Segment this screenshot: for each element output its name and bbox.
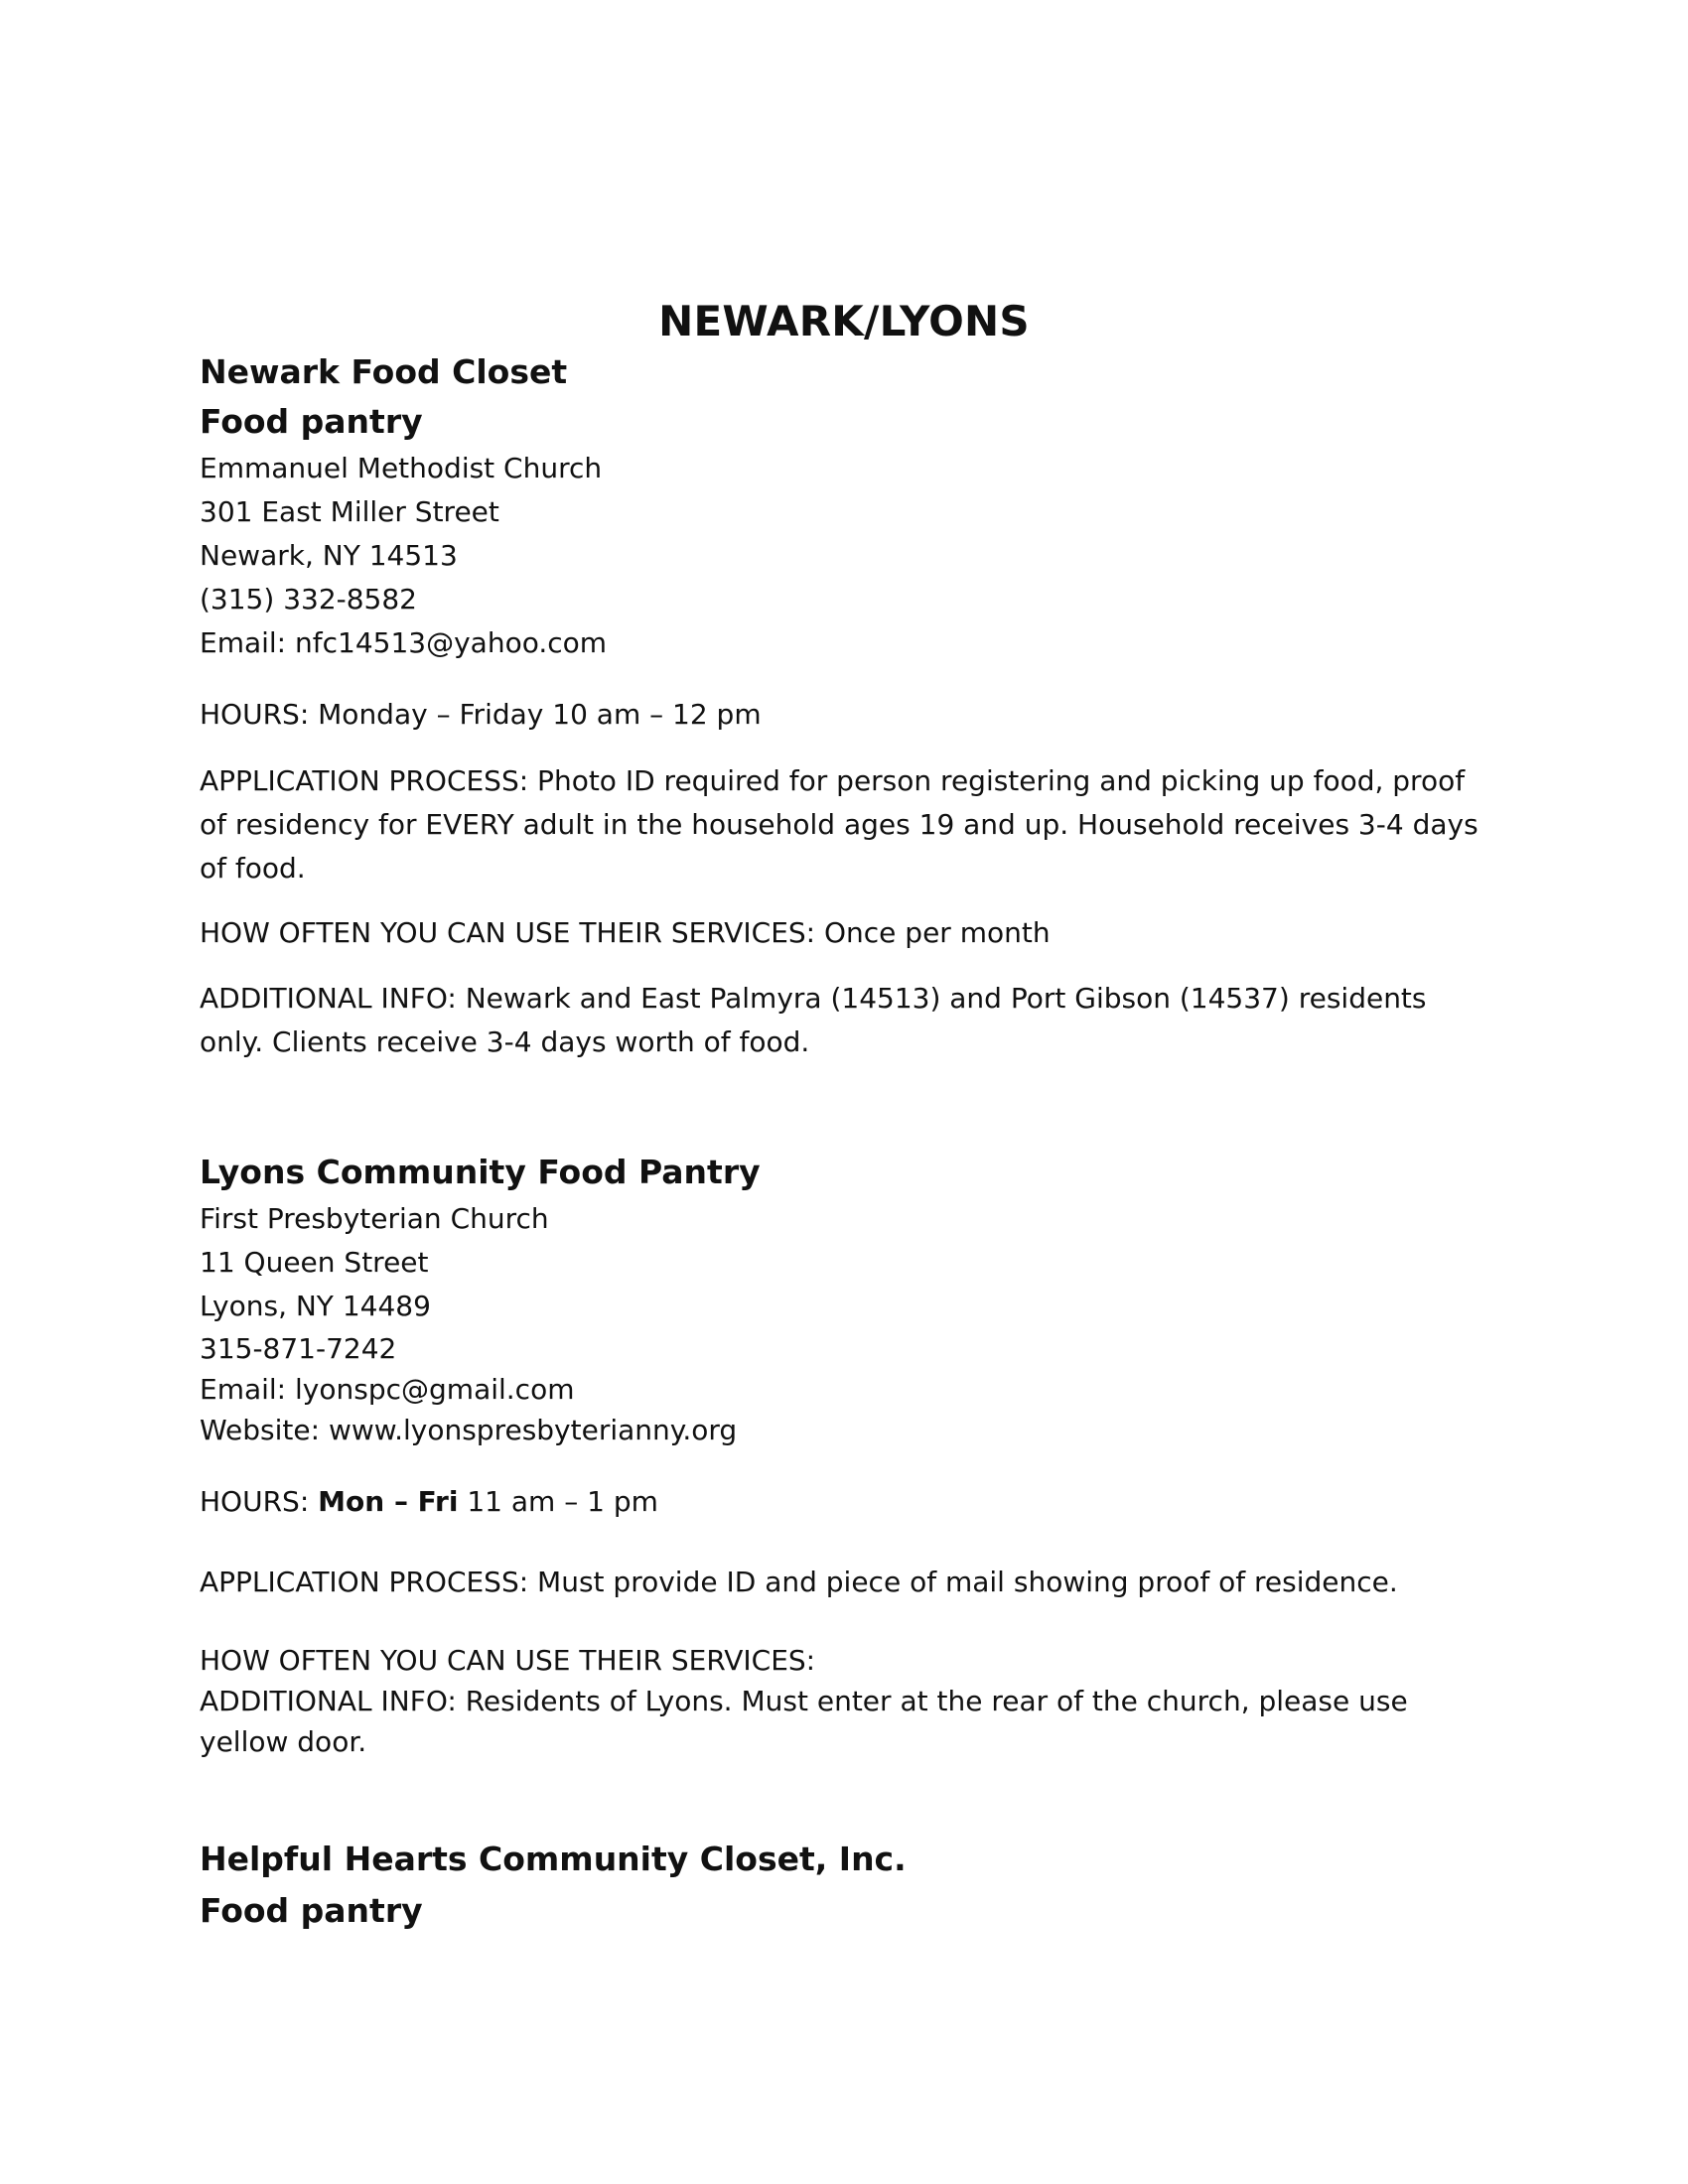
address-line: First Presbyterian Church: [200, 1202, 549, 1235]
address-line: 301 East Miller Street: [200, 495, 499, 528]
additional-info-text: ADDITIONAL INFO: Newark and East Palmyra (14513) and Port Gibson (14537) residents only. Clients receive 3-4 days worth of food.: [200, 982, 1427, 1058]
email-line: [200, 1369, 1490, 1410]
hours-label: HOURS:: [200, 1485, 319, 1518]
email-link[interactable]: nfc14513@yahoo.com: [295, 626, 608, 659]
additional-info-section: [200, 977, 1480, 1064]
entry-name: Newark Food Closet: [200, 352, 568, 391]
address-line: 11 Queen Street: [200, 1246, 429, 1279]
hours-section: [200, 693, 1490, 737]
website-line: [200, 1410, 1490, 1450]
frequency-additional-section: [200, 1640, 1480, 1762]
hours-line: [200, 1480, 1490, 1524]
frequency-section: [200, 911, 1490, 955]
address-line: Lyons, NY 14489: [200, 1290, 431, 1322]
email-label: Email:: [200, 1373, 296, 1406]
frequency-text: HOW OFTEN YOU CAN USE THEIR SERVICES:: [200, 1644, 816, 1677]
email-label: Email:: [200, 626, 296, 659]
hours-text: HOURS: Monday – Friday 10 am – 12 pm: [200, 698, 762, 731]
entry-helpful-hearts: [200, 1834, 1490, 1937]
entry-name: Helpful Hearts Community Closet, Inc.: [200, 1840, 907, 1878]
application-text: APPLICATION PROCESS: Must provide ID and piece of mail showing proof of residence.: [200, 1566, 1398, 1598]
entry-newark-food-closet: [200, 347, 1490, 665]
phone-number: 315-871-7242: [200, 1332, 397, 1365]
additional-info-text: ADDITIONAL INFO: Residents of Lyons. Must enter at the rear of the church, please use yellow door.: [200, 1685, 1408, 1758]
page-title: NEWARK/LYONS: [658, 297, 1030, 346]
frequency-text: HOW OFTEN YOU CAN USE THEIR SERVICES: Once per month: [200, 916, 1051, 949]
entry-name: Lyons Community Food Pantry: [200, 1153, 761, 1191]
address-line: Newark, NY 14513: [200, 539, 458, 572]
hours-section: [200, 1480, 1490, 1524]
website-label: Website:: [200, 1414, 329, 1446]
entry-type: Food pantry: [200, 1891, 423, 1930]
application-section: [200, 1561, 1490, 1604]
email-line: [200, 621, 1490, 665]
application-section: [200, 759, 1480, 890]
address-line: Emmanuel Methodist Church: [200, 452, 603, 484]
website-link[interactable]: www.lyonspresbyterianny.org: [328, 1414, 738, 1446]
phone-number: (315) 332-8582: [200, 583, 417, 615]
entry-type: Food pantry: [200, 402, 423, 441]
hours-time: 11 am – 1 pm: [458, 1485, 658, 1518]
email-link[interactable]: lyonspc@gmail.com: [295, 1373, 575, 1406]
application-text: APPLICATION PROCESS: Photo ID required for person registering and picking up food, proof of residency for EVERY adult in the household ages 19 and up. Household receives 3-4 days of food.: [200, 764, 1478, 885]
hours-days: Mon – Fri: [318, 1485, 459, 1518]
entry-lyons-community-food-pantry: [200, 1148, 1490, 1450]
